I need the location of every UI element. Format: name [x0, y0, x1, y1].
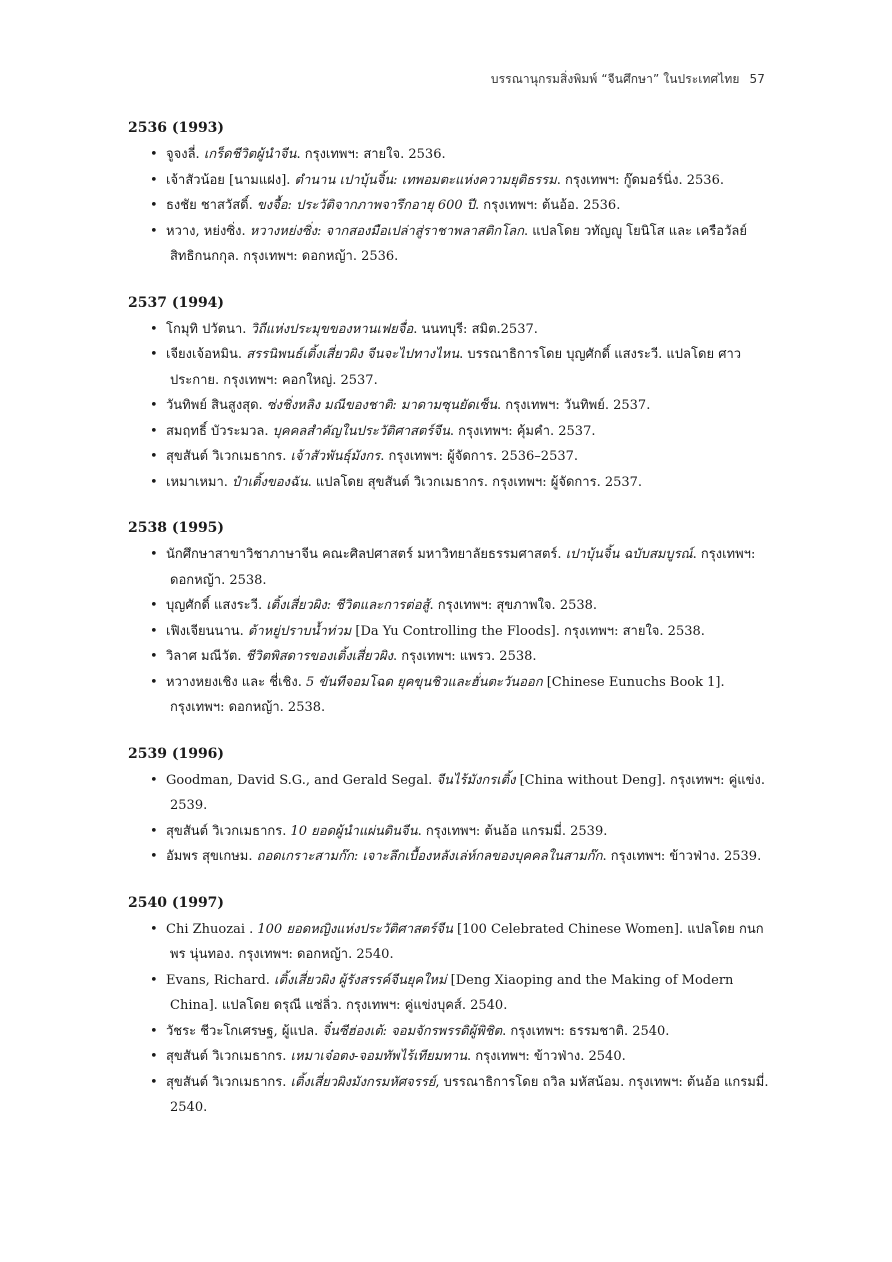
bullet-icon: • [150, 823, 158, 839]
bullet-icon: • [150, 1049, 158, 1064]
entry-list [128, 142, 770, 270]
bibliography-entry [128, 444, 770, 470]
entry-author: ธงชัย ชาสวัสดิ์. [166, 198, 257, 213]
entry-title: เติ้งเสี่ยวผิง ผู้รังสรรค์จีนยุคใหม่ [274, 972, 447, 988]
year-heading: 2540 (1997) [128, 894, 225, 911]
entry-list [128, 768, 770, 870]
year-section [128, 744, 770, 870]
entry-author: หวาง, หย่งซิ่ง. [166, 223, 250, 239]
entry-title: สรรนิพนธ์เติ้งเสี่ยวผิง จีนจะไปทางไหน [246, 347, 460, 362]
bullet-icon: • [150, 1074, 158, 1090]
entry-publication: [100 Celebrated Chinese Women]. แปลโดย กนกพร นุ่นทอง. กรุงเทพฯ: ดอกหญ้า. 2540. [170, 921, 764, 962]
entry-title: ตำนาน เปาบุ้นจิ้น: เทพอมตะแห่งความยุติธรรม [294, 172, 557, 188]
entry-author: วัชระ ชีวะโกเศรษฐ, ผู้แปล. [166, 1023, 323, 1039]
bullet-icon: • [150, 598, 158, 613]
entry-title: 100 ยอดหญิงแห่งประวัติศาสตร์จีน [257, 921, 453, 937]
entry-title: เจ้าสัวพันธุ์มังกร [290, 449, 381, 464]
entry-author: สุขสันต์ วิเวกเมธากร. [166, 449, 291, 464]
bullet-icon: • [150, 347, 158, 362]
entry-title: 10 ยอดผู้นำแผ่นดินจีน [290, 823, 418, 839]
entry-author: เหมาเหมา. [166, 474, 233, 490]
bullet-icon: • [150, 849, 158, 864]
entry-list [128, 542, 770, 721]
entry-author: นักศึกษาสาขาวิชาภาษาจีน คณะศิลปศาสตร์ มหาวิทยาลัยธรรมศาสตร์. [166, 547, 566, 562]
bibliography-entry [128, 670, 770, 721]
entry-author: จูจงลี่. [166, 147, 204, 162]
entry-publication: [Chinese Eunuchs Book 1]. กรุงเทพฯ: ดอกหญ้า. 2538. [170, 674, 725, 715]
entry-author: สมฤทธิ์ บัวระมวล. [166, 423, 273, 439]
entry-author: Evans, Richard. [166, 972, 275, 988]
entry-title: เหมาเจ๋อตง-จอมทัพไร้เทียมทาน [290, 1049, 468, 1064]
bibliography-entry [128, 644, 770, 670]
bullet-icon: • [150, 921, 158, 937]
bullet-icon: • [150, 474, 158, 490]
entry-title: บุคคลสำคัญในประวัติศาสตร์จีน [272, 423, 450, 439]
entry-title: ชีวิตพิสดารของเติ้งเสี่ยวผิง [245, 649, 393, 664]
bullet-icon: • [150, 423, 158, 439]
entry-title: ขงจื้อ: ประวัติจากภาพจารึกอายุ 600 ปี [256, 198, 476, 213]
bibliography-entry [128, 317, 770, 343]
entry-title: เติ้งเสี่ยวผิงมังกรมหัศจรรย์ [290, 1074, 436, 1090]
entry-publication: . กรุงเทพฯ: วันทิพย์. 2537. [497, 398, 651, 413]
bibliography-entry [128, 219, 770, 270]
bibliography-entry [128, 1044, 770, 1070]
bibliography-entry [128, 1070, 770, 1121]
bibliography-entry [128, 1019, 770, 1045]
entry-list [128, 917, 770, 1121]
entry-title: ต้าหยู่ปราบน้ำท่วม [247, 623, 352, 639]
year-heading: 2538 (1995) [128, 520, 225, 536]
year-section [128, 893, 770, 1121]
entry-title: ถอดเกราะสามก๊ก: เจาะลึกเบื้องหลังเล่ห์กลของบุคคลในสามก๊ก [256, 849, 603, 864]
entry-list [128, 317, 770, 496]
bibliography-entry [128, 917, 770, 968]
bullet-icon: • [150, 772, 158, 788]
entry-author: สุขสันต์ วิเวกเมธากร. [166, 823, 291, 839]
bibliography-entry [128, 768, 770, 819]
bullet-icon: • [150, 972, 158, 988]
bibliography-entry [128, 393, 770, 419]
entry-publication: . กรุงเทพฯ: กู๊ดมอร์นิ่ง. 2536. [556, 172, 724, 188]
entry-publication: . กรุงเทพฯ: ผู้จัดการ. 2536–2537. [380, 449, 579, 464]
entry-title: 5 ขันทีจอมโฉด ยุคขุนชิวและฮั่นตะวันออก [305, 674, 543, 690]
entry-author: สุขสันต์ วิเวกเมธากร. [166, 1074, 291, 1090]
bibliography-entry [128, 844, 770, 870]
entry-publication: [China without Deng]. กรุงเทพฯ: คู่แข่ง. 2539. [170, 772, 766, 813]
bullet-icon: • [150, 172, 158, 188]
entry-publication: [Deng Xiaoping and the Making of Modern China]. แปลโดย ดรุณี แซ่ลิ่ว. กรุงเทพฯ: คู่แข่งบุคส์. 2540. [170, 972, 734, 1013]
entry-publication: , บรรณาธิการโดย ถวิล มหัสน้อม. กรุงเทพฯ: ต้นอ้อ แกรมมี่. 2540. [170, 1074, 769, 1115]
entry-publication: . กรุงเทพฯ: สายใจ. 2536. [296, 147, 446, 162]
entry-author: อัมพร สุขเกษม. [166, 849, 257, 864]
entry-publication: . แปลโดย สุขสันต์ วิเวกเมธากร. กรุงเทพฯ: ผู้จัดการ. 2537. [307, 474, 643, 490]
entry-author: เจียงเจ้อหมิน. [166, 347, 247, 362]
entry-publication: [Da Yu Controlling the Floods]. กรุงเทพฯ: สายใจ. 2538. [351, 623, 705, 639]
entry-publication: . กรุงเทพฯ: ดอกหญ้า. 2538. [170, 547, 756, 588]
entry-publication: . กรุงเทพฯ: สุขภาพใจ. 2538. [429, 598, 598, 613]
entry-publication: . กรุงเทพฯ: ต้นอ้อ. 2536. [475, 198, 621, 213]
bullet-icon: • [150, 449, 158, 464]
bullet-icon: • [150, 398, 158, 413]
entry-publication: . กรุงเทพฯ: ธรรมชาติ. 2540. [502, 1023, 670, 1039]
entry-publication: . กรุงเทพฯ: ข้าวฟ่าง. 2539. [602, 849, 762, 864]
entry-author: บุญศักดิ์ แสงระวี. [166, 598, 267, 613]
entry-author: วันทิพย์ สินสูงสุด. [166, 398, 267, 413]
page-number: 57 [749, 72, 765, 86]
bibliography-body [128, 118, 770, 1144]
entry-author: เฟิงเจียนนาน. [166, 623, 248, 639]
entry-publication: . กรุงเทพฯ: ต้นอ้อ แกรมมี่. 2539. [417, 823, 608, 839]
entry-publication: . นนทบุรี: สมิต.2537. [413, 321, 538, 337]
entry-title: วิถีแห่งประมุขของหานเฟยจื่อ [250, 321, 414, 337]
year-heading: 2537 (1994) [128, 294, 225, 311]
entry-author: โกมุทิ ปวัตนา. [166, 321, 251, 337]
entry-title: ป๋าเติ้งของฉัน [232, 474, 308, 490]
bullet-icon: • [150, 674, 158, 690]
entry-title: หวางหย่งซิ่ง: จากสองมือเปล่าสู่ราชาพลาสติกโลก [249, 223, 524, 239]
bibliography-entry [128, 968, 770, 1019]
bullet-icon: • [150, 147, 158, 162]
bibliography-entry [128, 593, 770, 619]
bullet-icon: • [150, 623, 158, 639]
entry-publication: . กรุงเทพฯ: คุ้มคำ. 2537. [449, 423, 596, 439]
year-heading: 2539 (1996) [128, 745, 225, 762]
bibliography-entry [128, 419, 770, 445]
bullet-icon: • [150, 649, 158, 664]
entry-publication: . กรุงเทพฯ: แพรว. 2538. [392, 649, 537, 664]
entry-title: ซ่งชิ่งหลิง มณีของชาติ: มาดามซุนยัดเซ็น [266, 398, 498, 413]
entry-author: หวางหยงเชิง และ ชี่เชิง. [166, 674, 306, 690]
bullet-icon: • [150, 1023, 158, 1039]
bibliography-entry [128, 193, 770, 219]
bibliography-entry [128, 342, 770, 393]
year-section [128, 293, 770, 496]
bibliography-entry [128, 619, 770, 645]
bibliography-entry [128, 542, 770, 593]
entry-title: เกร็ดชีวิตผู้นำจีน [203, 147, 297, 162]
entry-author: Goodman, David S.G., and Gerald Segal. [166, 772, 437, 788]
running-header [491, 70, 765, 89]
year-section [128, 118, 770, 270]
entry-title: เติ้งเสี่ยวผิง: ชีวิตและการต่อสู้ [266, 598, 430, 613]
running-title: บรรณานุกรมสิ่งพิมพ์ “จีนศึกษา” ในประเทศไทย [490, 72, 740, 86]
entry-title: จิ๋นซีฮ่องเต้: จอมจักรพรรดิผู้พิชิต [322, 1023, 503, 1039]
bibliography-entry [128, 819, 770, 845]
entry-title: จีนไร้มังกรเติ้ง [436, 772, 516, 788]
entry-publication: . บรรณาธิการโดย บุญศักดิ์ แสงระวี. แปลโดย ศาวประกาย. กรุงเทพฯ: คอกใหญ่. 2537. [170, 347, 742, 388]
bibliography-entry [128, 168, 770, 194]
bullet-icon: • [150, 547, 158, 562]
bibliography-entry [128, 470, 770, 496]
entry-publication: . แปลโดย วทัญญู โยนิโส และ เครือวัลย์ สิทธิกนกกุล. กรุงเทพฯ: ดอกหญ้า. 2536. [170, 223, 747, 264]
entry-author: สุขสันต์ วิเวกเมธากร. [166, 1049, 291, 1064]
year-heading: 2536 (1993) [128, 120, 225, 136]
bullet-icon: • [150, 223, 158, 239]
bibliography-entry [128, 142, 770, 168]
bullet-icon: • [150, 198, 158, 213]
entry-author: วิลาศ มณีวัต. [166, 649, 246, 664]
entry-publication: . กรุงเทพฯ: ข้าวฟ่าง. 2540. [467, 1049, 626, 1064]
year-section [128, 518, 770, 721]
entry-author: เจ้าสัวน้อย [นามแฝง]. [166, 172, 295, 188]
entry-author: Chi Zhuozai . [166, 921, 258, 937]
entry-title: เปาบุ้นจิ้น ฉบับสมบูรณ์ [565, 547, 693, 562]
bullet-icon: • [150, 321, 158, 337]
